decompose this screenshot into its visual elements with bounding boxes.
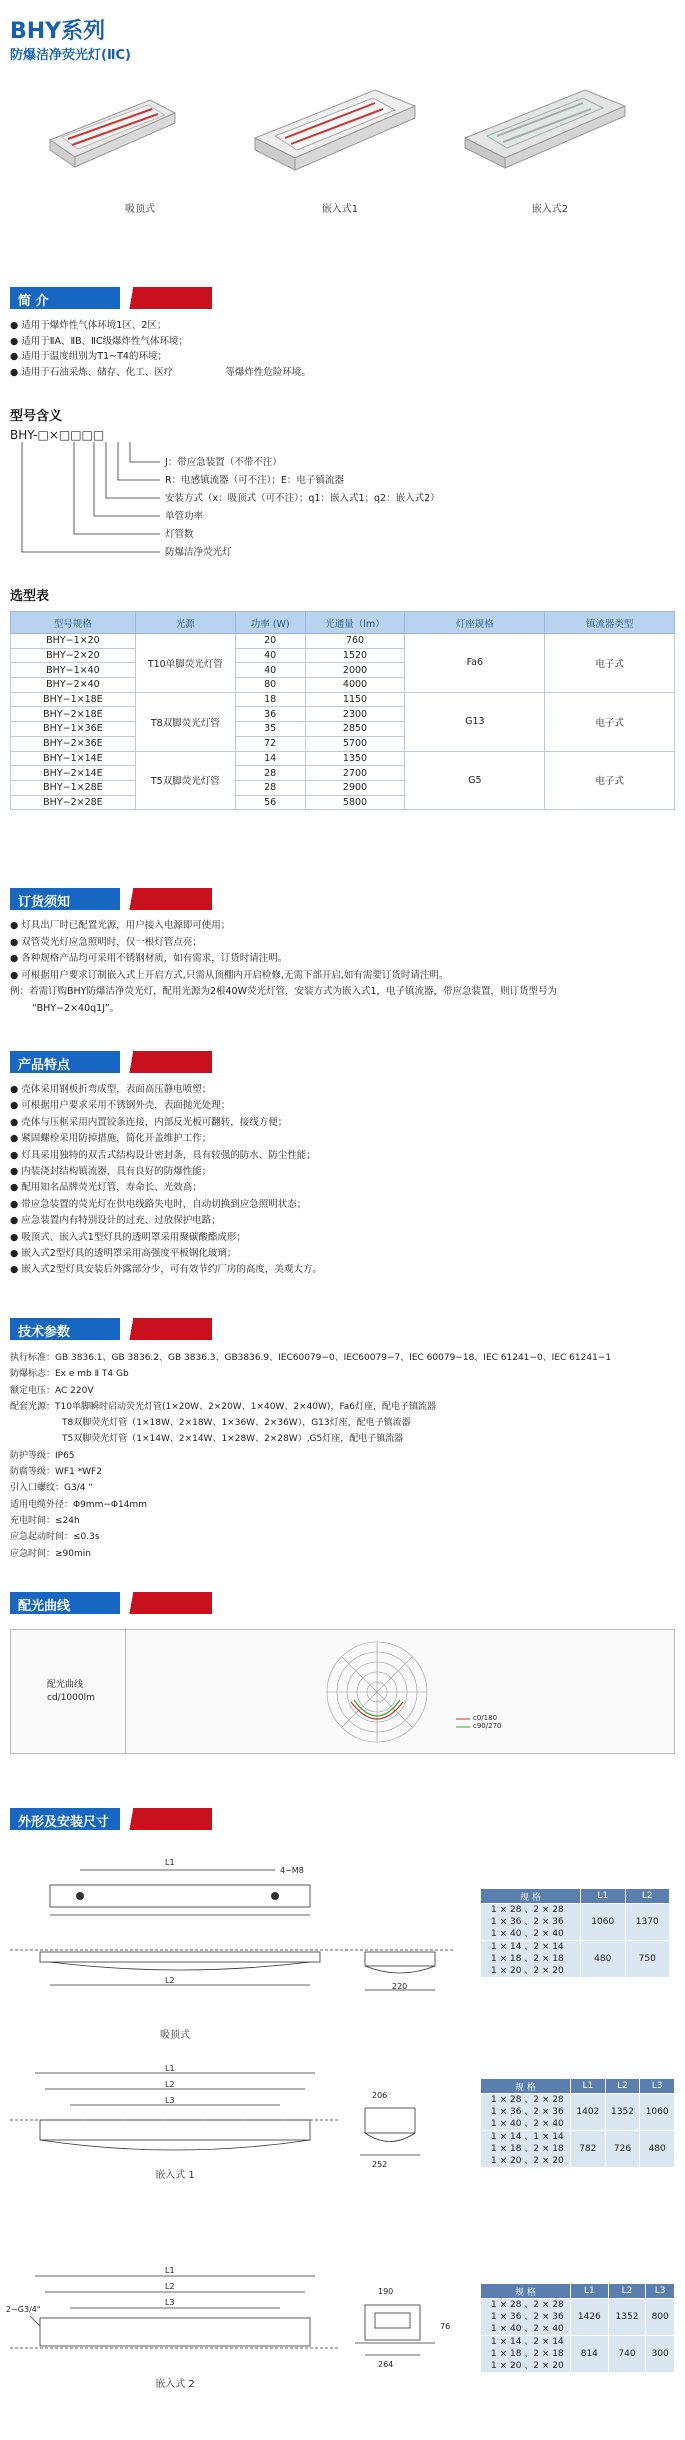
table-row: BHY−2×36E 72 5700	[11, 736, 675, 751]
install-heading-band	[10, 1808, 205, 1830]
recessed1-side-view	[355, 2100, 435, 2160]
table-row: BHY−1×14E T5双脚荧光灯管 14 1350 G5 电子式	[11, 751, 675, 766]
ceiling-mount-drawing	[10, 1860, 350, 2010]
recessed1-drawing	[10, 2065, 340, 2175]
ordering-heading-band	[10, 888, 205, 910]
list-item: ● 各种规格产品均可采用不锈钢材质，如有需求，订货时请注明。	[10, 953, 288, 964]
spec-row: 防爆标志：Ex e mb Ⅱ T4 Gb	[10, 1369, 129, 1380]
dim-label: 220	[392, 1982, 408, 1991]
curve-unit: cd/1000lm	[47, 1693, 95, 1703]
spec-row: 引入口螺纹：G3/4 "	[10, 1483, 93, 1494]
product-caption-1: 吸顶式	[125, 204, 155, 215]
features-heading-band	[10, 1051, 205, 1073]
spec-row: T8双脚荧光灯管（1×18W、2×18W、1×36W、2×36W），G13灯座，配电子镇流器	[62, 1418, 411, 1429]
table-row: BHY−1×40 40 2000	[11, 663, 675, 678]
dim-label: L1	[165, 1858, 175, 1867]
intro-list	[10, 318, 670, 380]
list-item: ● 吸顶式、嵌入式1型灯具的透明罩采用聚碳酸酯成形；	[10, 1231, 246, 1243]
recessed2-side-view	[355, 2295, 445, 2365]
table-row: 1 × 14 、1 × 14 1 × 18 、2 × 18 1 × 20 、2 × 20 782 726 480	[481, 2131, 675, 2168]
ordering-list	[10, 918, 670, 1017]
spec-row: T5双脚荧光灯管（1×14W、2×14W、1×28W、2×28W）,G5灯座，配电子镇流器	[62, 1434, 404, 1445]
list-item: ● 嵌入式2型灯具安装后外露部分少，可有效节约厂房的高度，美观大方。	[10, 1264, 322, 1276]
tech-heading: 技术参数	[10, 1318, 120, 1340]
spec-row: 防护等级：IP65	[10, 1450, 75, 1461]
list-item: ● 内装浇封结构镇流器，具有良好的防爆性能；	[10, 1166, 212, 1178]
model-leader-lines	[10, 440, 170, 575]
model-label: 防爆洁净荧光灯	[165, 547, 232, 558]
spec-row: 执行标准：GB 3836.1、GB 3836.2、GB 3836.3、GB3836.9、IEC60079−0、IEC60079−7、IEC 60079−18、IEC 61241−0、IEC 61241−1	[10, 1353, 612, 1363]
ceiling-side-view	[345, 1940, 455, 2000]
page-title: BHY系列	[10, 19, 106, 44]
product-caption-3: 嵌入式2	[531, 204, 569, 215]
model-label: 安装方式（x：吸顶式（可不注）；q1：嵌入式1；q2：嵌入式2）	[165, 493, 440, 504]
install-caption-3: 嵌入式 2	[155, 2379, 195, 2390]
col-header: 镇流器类型	[545, 612, 675, 634]
col-header: 光源	[135, 612, 235, 634]
dim-table-1: 规 格 L1 L2 1 × 28 、2 × 28 1 × 36 、2 × 36 1 × 40 、2 × 40 1060 1370 1 × 14 、2 × 14 1 × 18 、2 × 18 1 × 20 、2 × 20 480 750	[480, 1888, 670, 1978]
install-caption-1: 吸顶式	[160, 2030, 190, 2041]
intro-heading: 简 介	[10, 287, 120, 309]
list-item: “BHY−2×40q1J”。	[32, 1002, 120, 1014]
list-item: ● 壳体采用钢板折弯成型，表面高压静电喷塑；	[10, 1084, 212, 1095]
col-header: 功率 (W)	[235, 612, 305, 634]
intro-heading-band	[10, 287, 205, 309]
curve-label: 配光曲线	[47, 1680, 84, 1690]
product-caption-2: 嵌入式1	[321, 204, 359, 215]
table-row: BHY−2×14E 28 2700	[11, 766, 675, 781]
model-label: J：带应急装置（不带不注）	[165, 457, 282, 468]
col-header: 灯座规格	[405, 612, 545, 634]
curve-heading-band	[10, 1592, 205, 1614]
curve-heading: 配光曲线	[10, 1592, 120, 1614]
spec-row: 配套光源：T10单脚瞬时启动荧光灯管(1×20W、2×20W、1×40W、2×40W)，Fa6灯座，配电子镇流器	[10, 1401, 437, 1412]
list-item: ● 适用于石油采炼、储存、化工、医疗 等爆炸性危险环境。	[10, 366, 311, 378]
table-row: BHY−2×20 40 1520	[11, 648, 675, 663]
list-item: ● 适用于ⅡA、ⅡB、ⅡC级爆炸性气体环境；	[10, 335, 188, 347]
table-row: 1 × 14 、2 × 14 1 × 18 、2 × 18 1 × 20 、2 × 20 814 740 300	[481, 2336, 675, 2373]
table-row: BHY−2×40 80 4000	[11, 678, 675, 693]
col-header: 型号规格	[11, 612, 136, 634]
ordering-heading: 订货须知	[10, 888, 120, 910]
install-caption-2: 嵌入式 1	[155, 2170, 195, 2181]
table-row: 1 × 14 、2 × 14 1 × 18 、2 × 18 1 × 20 、2 × 20 480 750	[481, 1941, 670, 1978]
list-item: ● 带应急装置的荧光灯在供电线路失电时，自动切换到应急照明状态；	[10, 1198, 307, 1210]
page-subtitle: 防爆洁净荧光灯(ⅡC)	[10, 48, 131, 63]
model-label: 单管功率	[165, 511, 204, 522]
spec-row: 充电时间：≤24h	[10, 1515, 80, 1526]
curve-panel	[10, 1629, 675, 1754]
table-row: BHY−2×28E 56 5800	[11, 795, 675, 810]
lamp-recessed1-image	[245, 78, 425, 198]
dim-label: L2	[165, 1976, 175, 1985]
list-item: ● 紧固螺栓采用防掉措施，简化开盖维护工作；	[10, 1133, 212, 1145]
features-heading: 产品特点	[10, 1051, 120, 1073]
table-row: BHY−1×20 T10单脚荧光灯管 20 760 Fa6 电子式	[11, 634, 675, 649]
model-heading: 型号含义	[10, 409, 63, 424]
dim-table-2: 规 格 L1 L2 L3 1 × 28 、2 × 28 1 × 36 、2 × 36 1 × 40 、2 × 40 1402 1352 1060 1 × 14 、1 × 14 1 × 18 、2 × 18 1 × 20 、2 × 20 782 726 480	[480, 2078, 675, 2168]
table-row: 1 × 28 、2 × 28 1 × 36 、2 × 36 1 × 40 、2 × 40 1402 1352 1060	[481, 2094, 675, 2131]
table-row: 1 × 28 、2 × 28 1 × 36 、2 × 36 1 × 40 、2 × 40 1426 1352 800	[481, 2299, 675, 2336]
table-row: BHY−1×28E 28 2900	[11, 780, 675, 795]
list-item: ● 适用于温度组别为T1~T4的环境；	[10, 351, 167, 362]
spec-row: 应急时间：≥90min	[10, 1548, 91, 1559]
list-item: ● 配用知名品牌荧光灯管，寿命长、光效高；	[10, 1182, 202, 1194]
list-item: ● 可根据用户要求订制嵌入式上开启方式,只需从顶棚内开启检修,无需下部开启,如有需要订货时请注明。	[10, 969, 449, 981]
table-row: BHY−1×18E T8双脚荧光灯管 18 1150 G13 电子式	[11, 692, 675, 707]
list-item: ● 灯具采用独特的双舌式结构设计密封条，具有较强的防水、防尘性能；	[10, 1149, 316, 1161]
list-item: ● 应急装置内有特别设计的过充、过放保护电路；	[10, 1215, 221, 1227]
selection-heading: 选型表	[10, 589, 50, 604]
list-item: ● 双管荧光灯应急照明时，仅一根灯管点亮；	[10, 936, 202, 948]
lamp-recessed2-image	[455, 78, 635, 198]
model-code: BHY-□×□□□□	[10, 428, 105, 442]
spec-row: 应急起动时间：≤0.3s	[10, 1532, 100, 1543]
recessed2-drawing	[10, 2268, 340, 2378]
tech-list	[10, 1350, 675, 1562]
model-labels	[165, 454, 440, 562]
list-item: ● 适用于爆炸性气体环境1区、2区；	[10, 320, 167, 331]
table-row: BHY−1×36E 35 2850	[11, 722, 675, 737]
table-row: 1 × 28 、2 × 28 1 × 36 、2 × 36 1 × 40 、2 × 40 1060 1370	[481, 1904, 670, 1941]
features-list	[10, 1082, 670, 1279]
list-item: ● 灯具出厂时已配置光源，用户接入电源即可使用；	[10, 920, 231, 931]
table-row: BHY−2×18E 36 2300	[11, 707, 675, 722]
polar-diagram	[321, 1636, 433, 1748]
install-heading: 外形及安装尺寸	[10, 1808, 120, 1830]
lamp-ceiling-image	[40, 85, 180, 195]
spec-row: 适用电缆外径：Φ9mm−Φ14mm	[10, 1499, 147, 1510]
list-item: 例：若需订购BHY防爆洁净荧光灯，配用光源为2根40W荧光灯管，安装方式为嵌入式1，电子镇流器，带应急装置，则订货型号为	[10, 986, 558, 997]
model-label: R：电感镇流器（可不注）；E：电子镇流器	[165, 475, 344, 486]
list-item: ● 壳体与压框采用内置铰条连接，内部反光板可翻转，接线方便；	[10, 1116, 288, 1128]
selection-table	[10, 611, 675, 810]
dim-label: 4−M8	[280, 1866, 304, 1875]
model-label: 灯管数	[165, 529, 194, 540]
list-item: ● 可根据用户要求采用不锈钢外壳，表面抛光处理；	[10, 1100, 231, 1112]
dim-table-3: 规 格 L1 L2 L3 1 × 28 、2 × 28 1 × 36 、2 × 36 1 × 40 、2 × 40 1426 1352 800 1 × 14 、2 × 14 1 × 18 、2 × 18 1 × 20 、2 × 20 814 740 300	[480, 2283, 675, 2373]
curve-legend: c0/180 c90/270	[473, 1714, 502, 1730]
spec-row: 额定电压：AC 220V	[10, 1385, 94, 1396]
tech-heading-band	[10, 1318, 205, 1340]
spec-row: 防腐等级：WF1 *WF2	[10, 1467, 102, 1478]
list-item: ● 嵌入式2型灯具的透明罩采用高强度平板钢化玻璃；	[10, 1248, 237, 1260]
col-header: 光通量（lm）	[305, 612, 405, 634]
